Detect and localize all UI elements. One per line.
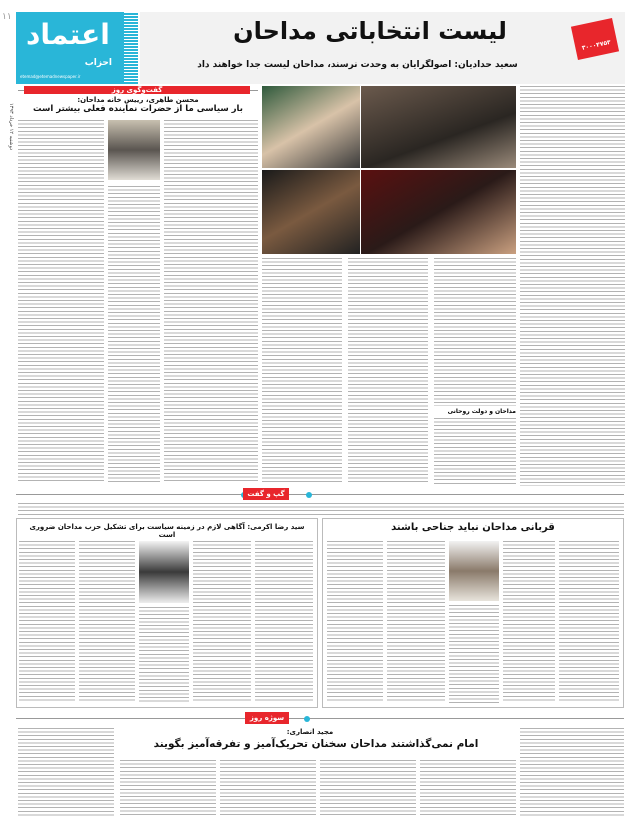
story-kicker: مجید انصاری: xyxy=(286,728,334,736)
gap-right-headline: قربانی مداحان نباید جناحی باشند xyxy=(391,522,555,533)
page-title: لیست انتخاباتی مداحان xyxy=(233,17,507,45)
interview-kicker: محسن طاهری، رییس خانه مداحان: xyxy=(77,96,199,104)
lead-subhead: مداحان و دولت روحانی xyxy=(447,408,516,415)
gap-intro xyxy=(18,503,624,515)
issue-date: دوشنبه ۱۲ خرداد ۱۳۹۳ xyxy=(8,102,14,150)
gap-left-photo xyxy=(139,541,189,603)
section-name: احزاب xyxy=(84,58,112,68)
interviewee-photo xyxy=(108,120,160,180)
logo: اعتماد xyxy=(26,18,110,51)
sms-number: ۳۰۰۰۴۷۵۳ xyxy=(581,38,612,52)
page-number: ۱۱ xyxy=(2,12,12,22)
gap-right-photo xyxy=(449,541,499,601)
photo-speaker-3 xyxy=(262,170,360,254)
interview-box xyxy=(18,86,258,482)
story-label: سوژه روز xyxy=(245,712,289,724)
gap-label: گپ و گفت xyxy=(243,488,289,500)
gap-left-box xyxy=(16,518,318,708)
photo-speaker-1 xyxy=(262,86,360,168)
divider xyxy=(16,718,624,719)
interview-label: گفت‌وگوی روز xyxy=(24,86,250,94)
photo-speaker-2 xyxy=(361,86,516,168)
gap-left-headline: سید رضا اکرمی: آگاهی لازم در زمینه سیاست برای تشکیل حزب مداحان ضروری است xyxy=(29,523,305,540)
logo-stripe xyxy=(124,12,138,84)
story-headline: امام نمی‌گذاشتند مداحان سخنان تحریک‌آمیز و تفرقه‌آمیز بگویند xyxy=(153,738,479,750)
divider xyxy=(16,494,624,495)
photo-speaker-4 xyxy=(361,170,516,254)
gap-right-box xyxy=(322,518,624,708)
site-address: etemad@etemadnewspaper.ir xyxy=(20,74,81,79)
page-subtitle: سعید حدادیان: اصولگرایان به وحدت نرسند، مداحان لیست جدا خواهند داد xyxy=(197,60,518,70)
masthead-logo-box xyxy=(16,12,138,84)
interview-headline: بار سیاسی ما از حضرات نماینده فعلی بیشتر است xyxy=(33,104,243,114)
